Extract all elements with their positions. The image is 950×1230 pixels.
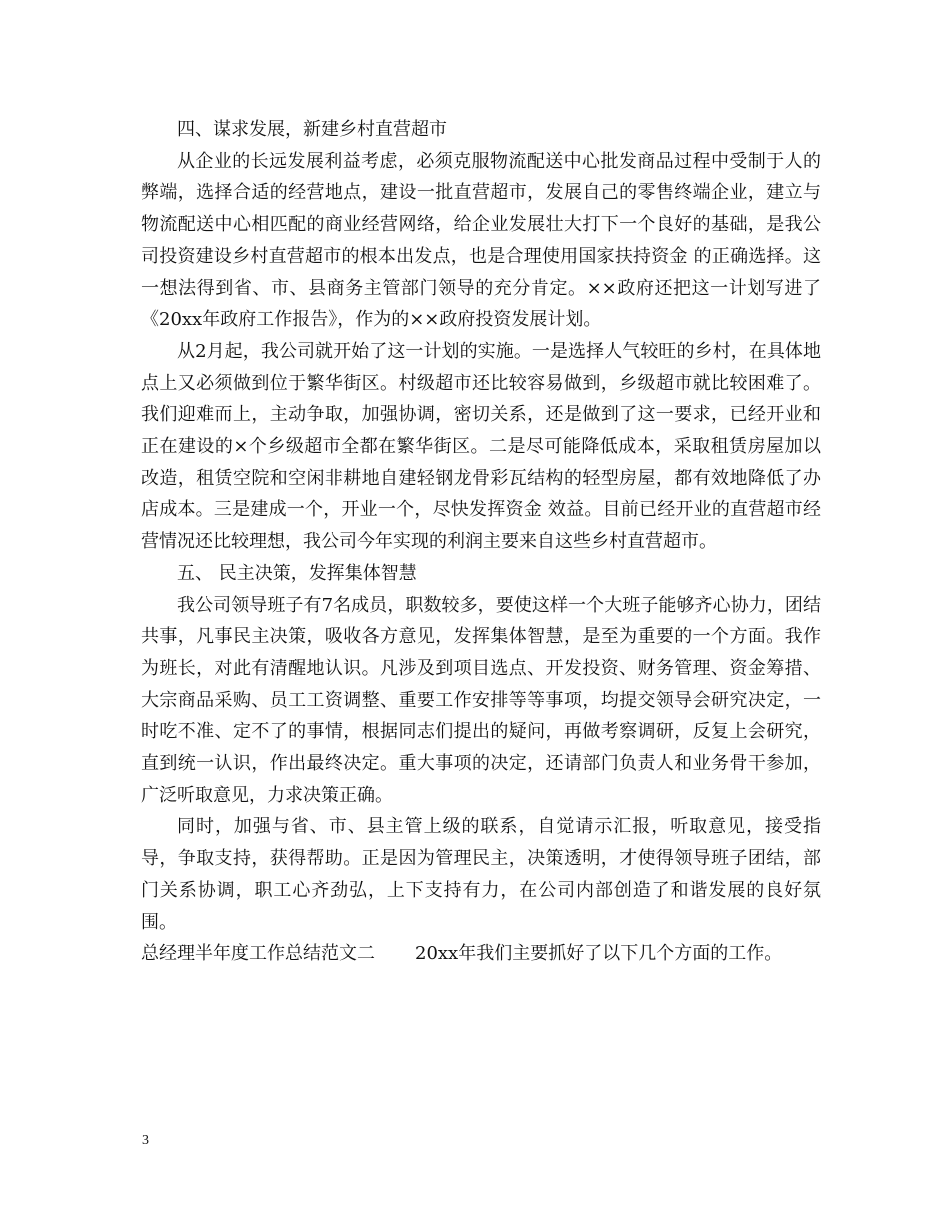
section-heading: 四、谋求发展，新建乡村直营超市 (177, 119, 447, 140)
page-number: 3 (142, 1133, 149, 1148)
section-heading: 五、 民主决策，发挥集体智慧 (177, 562, 417, 584)
closing-line (141, 938, 821, 970)
paragraph: 同时，加强与省、市、县主管上级的联系，自觉请示汇报，听取意见，接受指导，争取支持，获得帮助。正是因为管理民主，决策透明，才使得领导班子团结，部门关系协调，职工心齐劲弘，上下支持有力，在公司内部创造了和谐发展的良好氛围。 (141, 816, 821, 933)
document-body (141, 114, 821, 970)
paragraph: 从企业的长远发展利益考虑，必须克服物流配送中心批发商品过程中受制于人的弊端，选择合适的经营地点，建设一批直营超市，发展自己的零售终端企业，建立与物流配送中心相匹配的商业经营网络，给企业发展壮大打下一个良好的基础，是我公司投资建设乡村直营超市的根本出发点，也是合理使用国家扶持资金 的正确选择。这一想法得到省、市、县商务主管部门领导的充分肯定。××政府还把这一计划写进了《20xx年政府工作报告》，作为的××政府投资发展计划。 (141, 150, 821, 331)
paragraph: 我公司领导班子有7名成员，职数较多，要使这样一个大班子能够齐心协力，团结共事，凡事民主决策，吸收各方意见，发挥集体智慧，是至为重要的一个方面。我作为班长，对此有清醒地认识。凡涉及到项目选点、开发投资、财务管理、资金筹措、大宗商品采购、员工工资调整、重要工作安排等等事项，均提交领导会研究决定，一时吃不准、定不了的事情，根据同志们提出的疑问，再做考察调研，反复上会研究，直到统一认识，作出最终决定。重大事项的决定，还请部门负责人和业务骨干参加，广泛听取意见，力求决策正确。 (141, 594, 821, 806)
paragraph: 从2月起，我公司就开始了这一计划的实施。一是选择人气较旺的乡村，在具体地点上又必须做到位于繁华街区。村级超市还比较容易做到，乡级超市就比较困难了。我们迎难而上，主动争取，加强协调，密切关系，还是做到了这一要求，已经开业和正在建设的×个乡级超市全都在繁华街区。二是尽可能降低成本，采取租赁房屋加以改造，租赁空院和空闲非耕地自建轻钢龙骨彩瓦结构的轻型房屋，都有效地降低了办店成本。三是建成一个，开业一个，尽快发挥资金 效益。目前已经开业的直营超市经营情况还比较理想，我公司今年实现的利润主要来自这些乡村直营超市。 (141, 340, 821, 553)
next-document-intro: 20xx年我们主要抓好了以下几个方面的工作。 (415, 943, 783, 965)
next-document-title: 总经理半年度工作总结范文二 (141, 943, 375, 965)
